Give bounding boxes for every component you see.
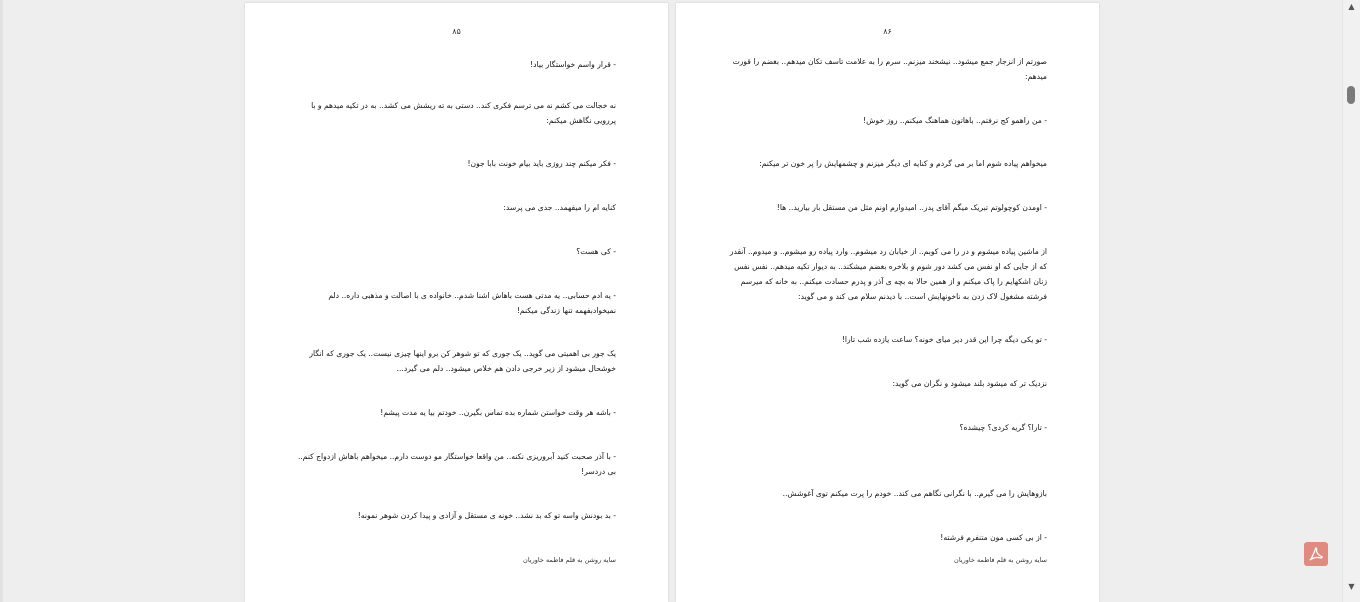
scroll-thumb[interactable] bbox=[1347, 86, 1355, 104]
paragraph: - تو یکی دیگه چرا این قدر دیر میای خونه؟ ساعت یازده شب تارا! bbox=[841, 335, 1047, 344]
paragraph: صورتم از انزجار جمع میشود.. نیشخند میزنم.. سرم را به علامت تاسف تکان میدهم.. بغضم را قورت میدهم: bbox=[732, 57, 1047, 81]
paragraph: - اومدن کوچولوتم تبریک میگم آقای پدر.. امیدوارم اونم مثل من مستقل بار بیارید.. ها! bbox=[776, 203, 1047, 212]
paragraph: از ماشین پیاده میشوم و در را می کوبم.. از خیابان رد میشوم.. وارد پیاده رو میشوم.. و میدوم.. آنقدر که از جایی که او نفس می کشد دور شوم و بلاخره بغضم میشکند.. به دیوار تکیه میدهم.. نفس نفس زنان اشکهایم را پاک میکنم و از همین حالا به بچه ی آذر و پدرم حسادت میکنم.. به خانه که میرسم فرشته مشغول لاک زدن به ناخونهایش است.. با دیدنم سلام می کند و می گوید: bbox=[729, 247, 1047, 301]
scroll-down-arrow-icon[interactable]: ▼ bbox=[1348, 582, 1355, 591]
paragraph: - بد بودنش واسه تو که بد نشد.. خونه ی مستقل و آزادی و پیدا کردن شوهر نمونه! bbox=[357, 511, 616, 520]
page-85 bbox=[245, 3, 668, 602]
paragraph: نزدیک تر که میشود بلند میشود و نگران می گوید: bbox=[892, 379, 1047, 388]
paragraph: میخواهم پیاده شوم اما بر می گردم و کنایه ای دیگر میزنم و چشمهایش را پر خون تر میکنم: bbox=[759, 159, 1047, 168]
paragraph: نه خجالت می کشم نه می ترسم فکری کند.. دستی به ته ریشش می کشد.. به در تکیه میدهم و با پررویی نگاهش میکنم: bbox=[311, 101, 616, 125]
paragraph: یک جور بی اهمیتی می گوید.. یک جوری که تو شوهر کن برو اینها چیزی نیست.. یک جوری که انگار خوشحال میشود از زیر خرجی دادن هم خلاص میشود.. دلم می گیرد... bbox=[309, 349, 616, 373]
pdf-button[interactable] bbox=[1304, 542, 1328, 566]
paragraph: - قرار واسم خواستگار بیاد! bbox=[530, 60, 616, 69]
page-86 bbox=[676, 3, 1099, 602]
paragraph: بازوهایش را می گیرم.. با نگرانی نگاهم می کند.. خودم را پرت میکنم توی آغوشش.. bbox=[782, 489, 1047, 498]
paragraph: - فکر میکنم چند روزی باید بیام خونت بابا جون! bbox=[467, 159, 616, 168]
page-number: ۸۵ bbox=[452, 27, 461, 36]
page-footer: سایه روشن به قلم فاطمه خاوریان bbox=[954, 556, 1047, 564]
pdf-icon bbox=[1308, 546, 1324, 562]
paragraph: - از بی کسی مون متنفرم فرشته! bbox=[940, 533, 1047, 542]
paragraph: - با آذر صحبت کنید آبروریزی نکنه.. من واقعا خواستگار مو دوست دارم.. میخواهم باهاش ازدواج کنم.. بی دردسر! bbox=[297, 452, 616, 476]
paragraph: کنایه ام را میفهمد.. جدی می پرسد: bbox=[503, 203, 616, 212]
page-number: ۸۶ bbox=[883, 27, 892, 36]
vertical-scrollbar[interactable] bbox=[1342, 0, 1360, 602]
page-footer: سایه روشن به قلم فاطمه خاوریان bbox=[523, 556, 616, 564]
paragraph: - تارا؟ گریه کردی؟ چیشده؟ bbox=[959, 423, 1047, 432]
paragraph: - یه ادم حسابی.. یه مدتی هست باهاش اشنا شدم.. خانواده ی با اصالت و مذهبی داره.. دلم نمیخوادبفهمه تنها زندگی میکنم! bbox=[328, 291, 616, 315]
scroll-up-arrow-icon[interactable]: ▲ bbox=[1348, 2, 1355, 11]
paragraph: - من راهمو کج نرفتم.. باهاتون هماهنگ میکنم.. روز خوش! bbox=[863, 116, 1047, 125]
paragraph: - کی هست؟ bbox=[576, 247, 616, 256]
paragraph: - باشه هر وقت خواستن شماره بده تماس بگیرن.. خودتم بیا یه مدت پیشم! bbox=[380, 408, 616, 417]
